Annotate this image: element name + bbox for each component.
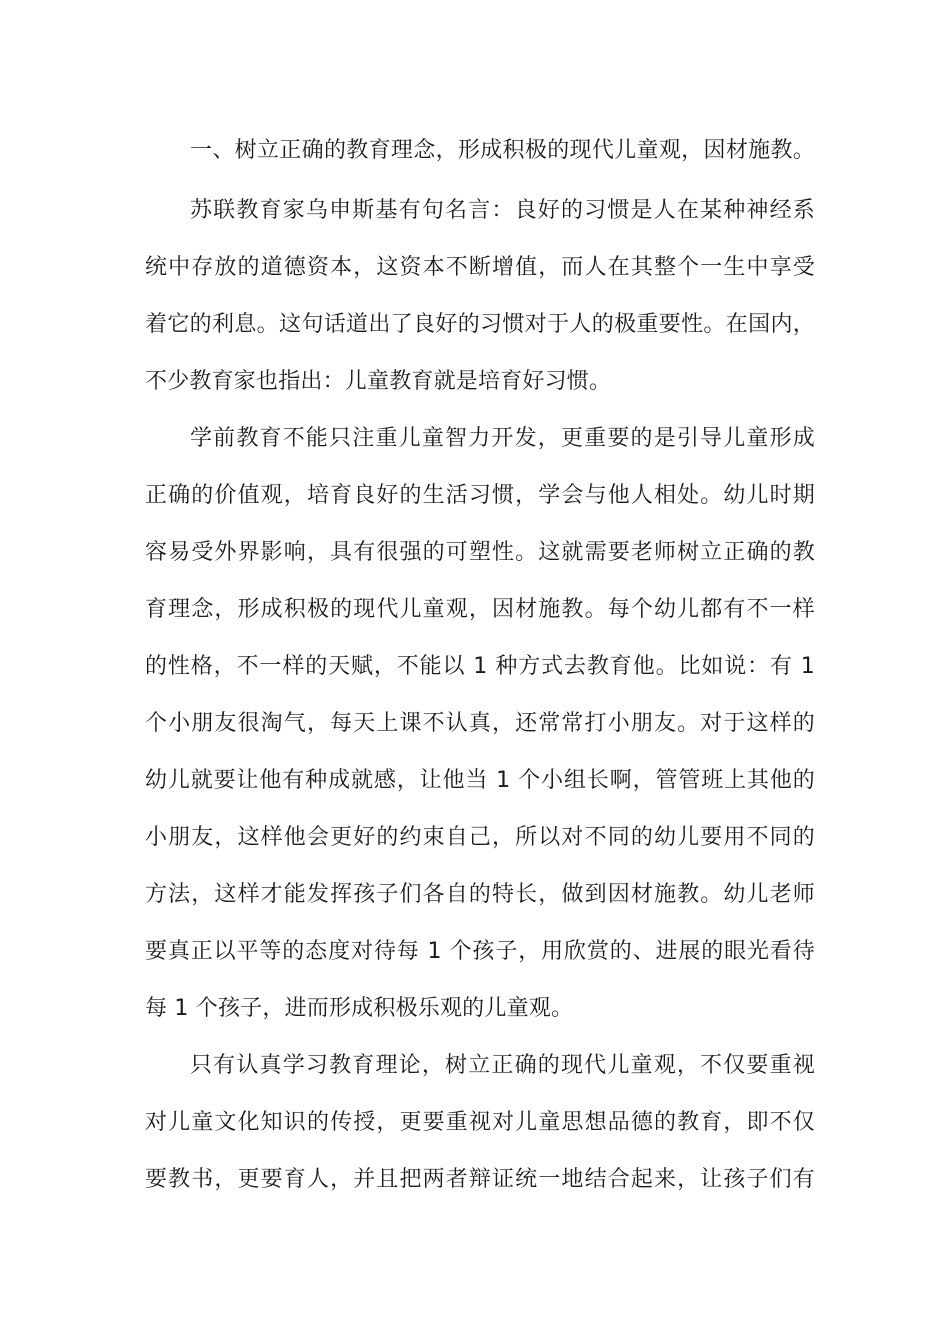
- paragraph-1-line-3: 着它的利息。这句话道出了良好的习惯对于人的极重要性。在国内，: [145, 312, 815, 337]
- paragraph-2-line-11: 每 1 个孩子，进而形成积极乐观的儿童观。: [145, 996, 574, 1021]
- paragraph-2-line-5: 的性格，不一样的天赋，不能以 1 种方式去教育他。比如说：有 1: [145, 654, 815, 679]
- paragraph-1-line-1: 苏联教育家乌申斯基有句名言：良好的习惯是人在某种神经系: [190, 198, 815, 223]
- paragraph-2-line-1: 学前教育不能只注重儿童智力开发，更重要的是引导儿童形成: [190, 426, 815, 451]
- paragraph-2-line-6: 个小朋友很淘气，每天上课不认真，还常常打小朋友。对于这样的: [145, 711, 815, 736]
- paragraph-2-line-4: 育理念，形成积极的现代儿童观，因材施教。每个幼儿都有不一样: [145, 597, 815, 622]
- paragraph-3-line-1: 只有认真学习教育理论，树立正确的现代儿童观，不仅要重视: [190, 1053, 815, 1078]
- paragraph-1-line-4: 不少教育家也指出：儿童教育就是培育好习惯。: [145, 369, 612, 394]
- paragraph-3-line-2: 对儿童文化知识的传授，更要重视对儿童思想品德的教育，即不仅: [145, 1110, 815, 1135]
- paragraph-1-line-2: 统中存放的道德资本，这资本不断增值，而人在其整个一生中享受: [145, 255, 815, 280]
- section-heading: 一、树立正确的教育理念，形成积极的现代儿童观，因材施教。: [190, 138, 815, 163]
- paragraph-2-line-2: 正确的价值观，培育良好的生活习惯，学会与他人相处。幼儿时期: [145, 483, 815, 508]
- paragraph-2-line-8: 小朋友，这样他会更好的约束自己，所以对不同的幼儿要用不同的: [145, 825, 815, 850]
- paragraph-2-line-3: 容易受外界影响，具有很强的可塑性。这就需要老师树立正确的教: [145, 540, 815, 565]
- paragraph-2-line-7: 幼儿就要让他有种成就感，让他当 1 个小组长啊，管管班上其他的: [145, 768, 815, 793]
- paragraph-2-line-10: 要真正以平等的态度对待每 1 个孩子，用欣赏的、进展的眼光看待: [145, 939, 815, 964]
- paragraph-2-line-9: 方法，这样才能发挥孩子们各自的特长，做到因材施教。幼儿老师: [145, 882, 815, 907]
- paragraph-3-line-3: 要教书，更要育人，并且把两者辩证统一地结合起来，让孩子们有: [145, 1167, 815, 1192]
